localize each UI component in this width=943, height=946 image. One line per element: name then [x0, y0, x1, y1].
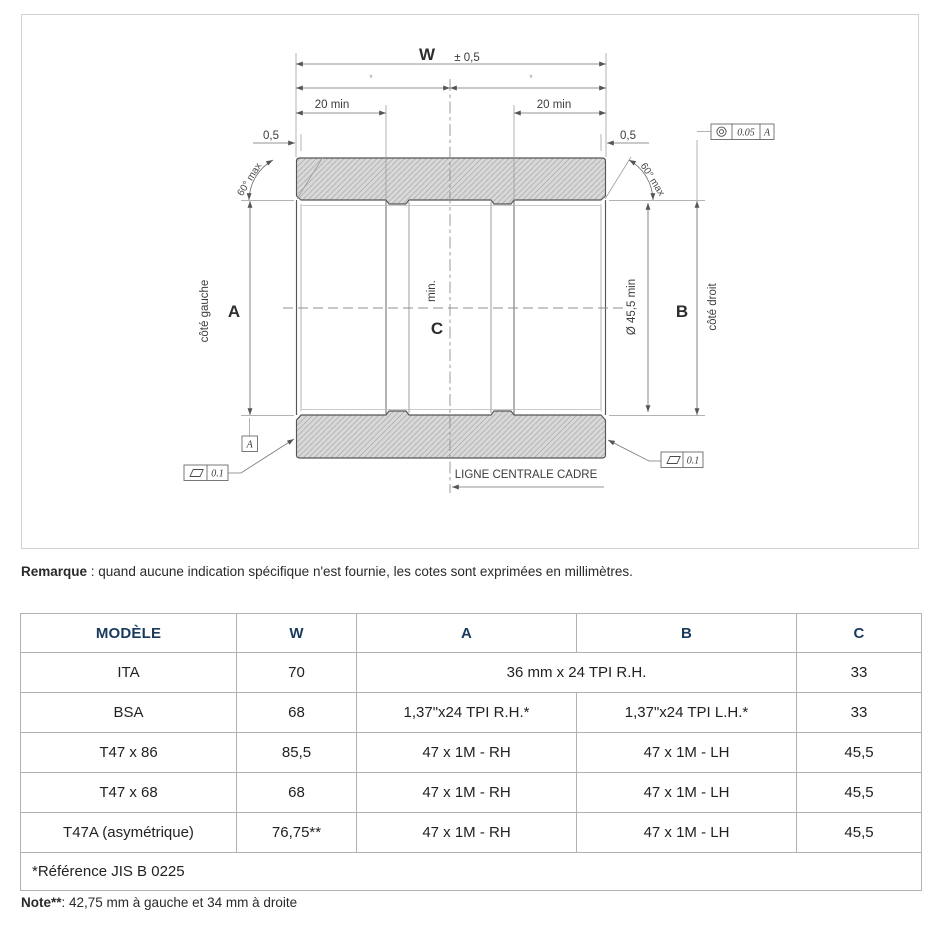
- dim-20min-left-label: 20 min: [314, 99, 350, 111]
- frame-centerline-label: LIGNE CENTRALE CADRE: [454, 469, 598, 481]
- table-cell: 45,5: [797, 733, 922, 773]
- column-header: A: [357, 614, 577, 653]
- column-header: MODÈLE: [21, 614, 237, 653]
- table-cell: ITA: [21, 653, 237, 693]
- table-cell: 1,37"x24 TPI R.H.*: [357, 693, 577, 733]
- note-text: Note**: 42,75 mm à gauche et 34 mm à droite: [21, 895, 298, 910]
- dim-c-label: C: [430, 319, 444, 338]
- technical-drawing-box: [21, 14, 919, 549]
- table-cell: 33: [797, 653, 922, 693]
- table-cell: 47 x 1M - RH: [357, 813, 577, 853]
- svg-text:0.05: 0.05: [737, 127, 755, 139]
- column-header: B: [577, 614, 797, 653]
- table-body: [21, 653, 922, 891]
- table-cell: 45,5: [797, 773, 922, 813]
- right-side-label: côté droit: [707, 283, 719, 331]
- svg-text:0.1: 0.1: [211, 468, 224, 480]
- table-row: [21, 813, 922, 853]
- half-w-mark-right: *: [529, 73, 533, 83]
- table-cell: BSA: [21, 693, 237, 733]
- left-side-label: côté gauche: [199, 279, 211, 343]
- technical-drawing: [22, 15, 918, 548]
- dim-20min-right-label: 20 min: [536, 99, 572, 111]
- shell-bottom-wall: [297, 411, 606, 458]
- table-cell: 47 x 1M - RH: [357, 733, 577, 773]
- dim-b-label: B: [675, 302, 689, 321]
- dim-w-label: W: [418, 45, 436, 64]
- remark-label: Remarque: [21, 564, 88, 579]
- dim-w-tolerance: ± 0,5: [454, 52, 480, 64]
- dim-chamfer-right-label: 0,5: [620, 130, 636, 142]
- dim-chamfer-left-label: 0,5: [263, 130, 279, 142]
- datum-a: [242, 436, 258, 452]
- half-w-mark-left: *: [369, 73, 373, 83]
- table-cell: 76,75**: [237, 813, 357, 853]
- leader-flatness-left: [228, 439, 294, 473]
- column-header: C: [797, 614, 922, 653]
- remark-text: Remarque : quand aucune indication spécifique n'est fournie, les cotes sont exprimées en millimètres.: [21, 564, 633, 579]
- angle-right-label: 60° max: [637, 161, 667, 199]
- table-row: [21, 653, 922, 693]
- table-row: [21, 773, 922, 813]
- table-cell: T47A (asymétrique): [21, 813, 237, 853]
- note-label: Note**: [21, 895, 62, 910]
- column-header: W: [237, 614, 357, 653]
- table-cell: T47 x 86: [21, 733, 237, 773]
- table-cell: 47 x 1M - LH: [577, 813, 797, 853]
- table-cell: T47 x 68: [21, 773, 237, 813]
- table-cell: 47 x 1M - LH: [577, 733, 797, 773]
- fcf-flatness-right: [661, 452, 703, 468]
- table-row: [21, 693, 922, 733]
- table-cell: 68: [237, 693, 357, 733]
- table-footnote: *Référence JIS B 0225: [21, 853, 922, 891]
- table-header-row: [21, 614, 922, 653]
- shell-top-wall: [297, 158, 606, 204]
- svg-text:0.1: 0.1: [686, 455, 700, 467]
- dim-a-label: A: [227, 302, 241, 321]
- table-cell: 47 x 1M - RH: [357, 773, 577, 813]
- fcf-flatness-left: [184, 465, 228, 481]
- table-cell: 70: [237, 653, 357, 693]
- table-row: [21, 733, 922, 773]
- table-cell: 45,5: [797, 813, 922, 853]
- svg-text:A: A: [763, 127, 771, 139]
- table-cell: 1,37"x24 TPI L.H.*: [577, 693, 797, 733]
- table-footnote-row: [21, 853, 922, 891]
- table-cell: 68: [237, 773, 357, 813]
- spec-table: [20, 613, 922, 891]
- table-cell: 33: [797, 693, 922, 733]
- table-cell: 85,5: [237, 733, 357, 773]
- svg-text:A: A: [246, 439, 253, 451]
- dim-c-min-label: min.: [426, 280, 438, 302]
- leader-flatness-right: [608, 440, 661, 461]
- fcf-concentricity: [711, 124, 774, 140]
- table-cell: 36 mm x 24 TPI R.H.: [357, 653, 797, 693]
- dim-bore-label: Ø 45,5 min: [626, 278, 638, 336]
- spec-table-wrap: [20, 613, 921, 891]
- angle-left-label: 60° max: [235, 161, 265, 199]
- table-cell: 47 x 1M - LH: [577, 773, 797, 813]
